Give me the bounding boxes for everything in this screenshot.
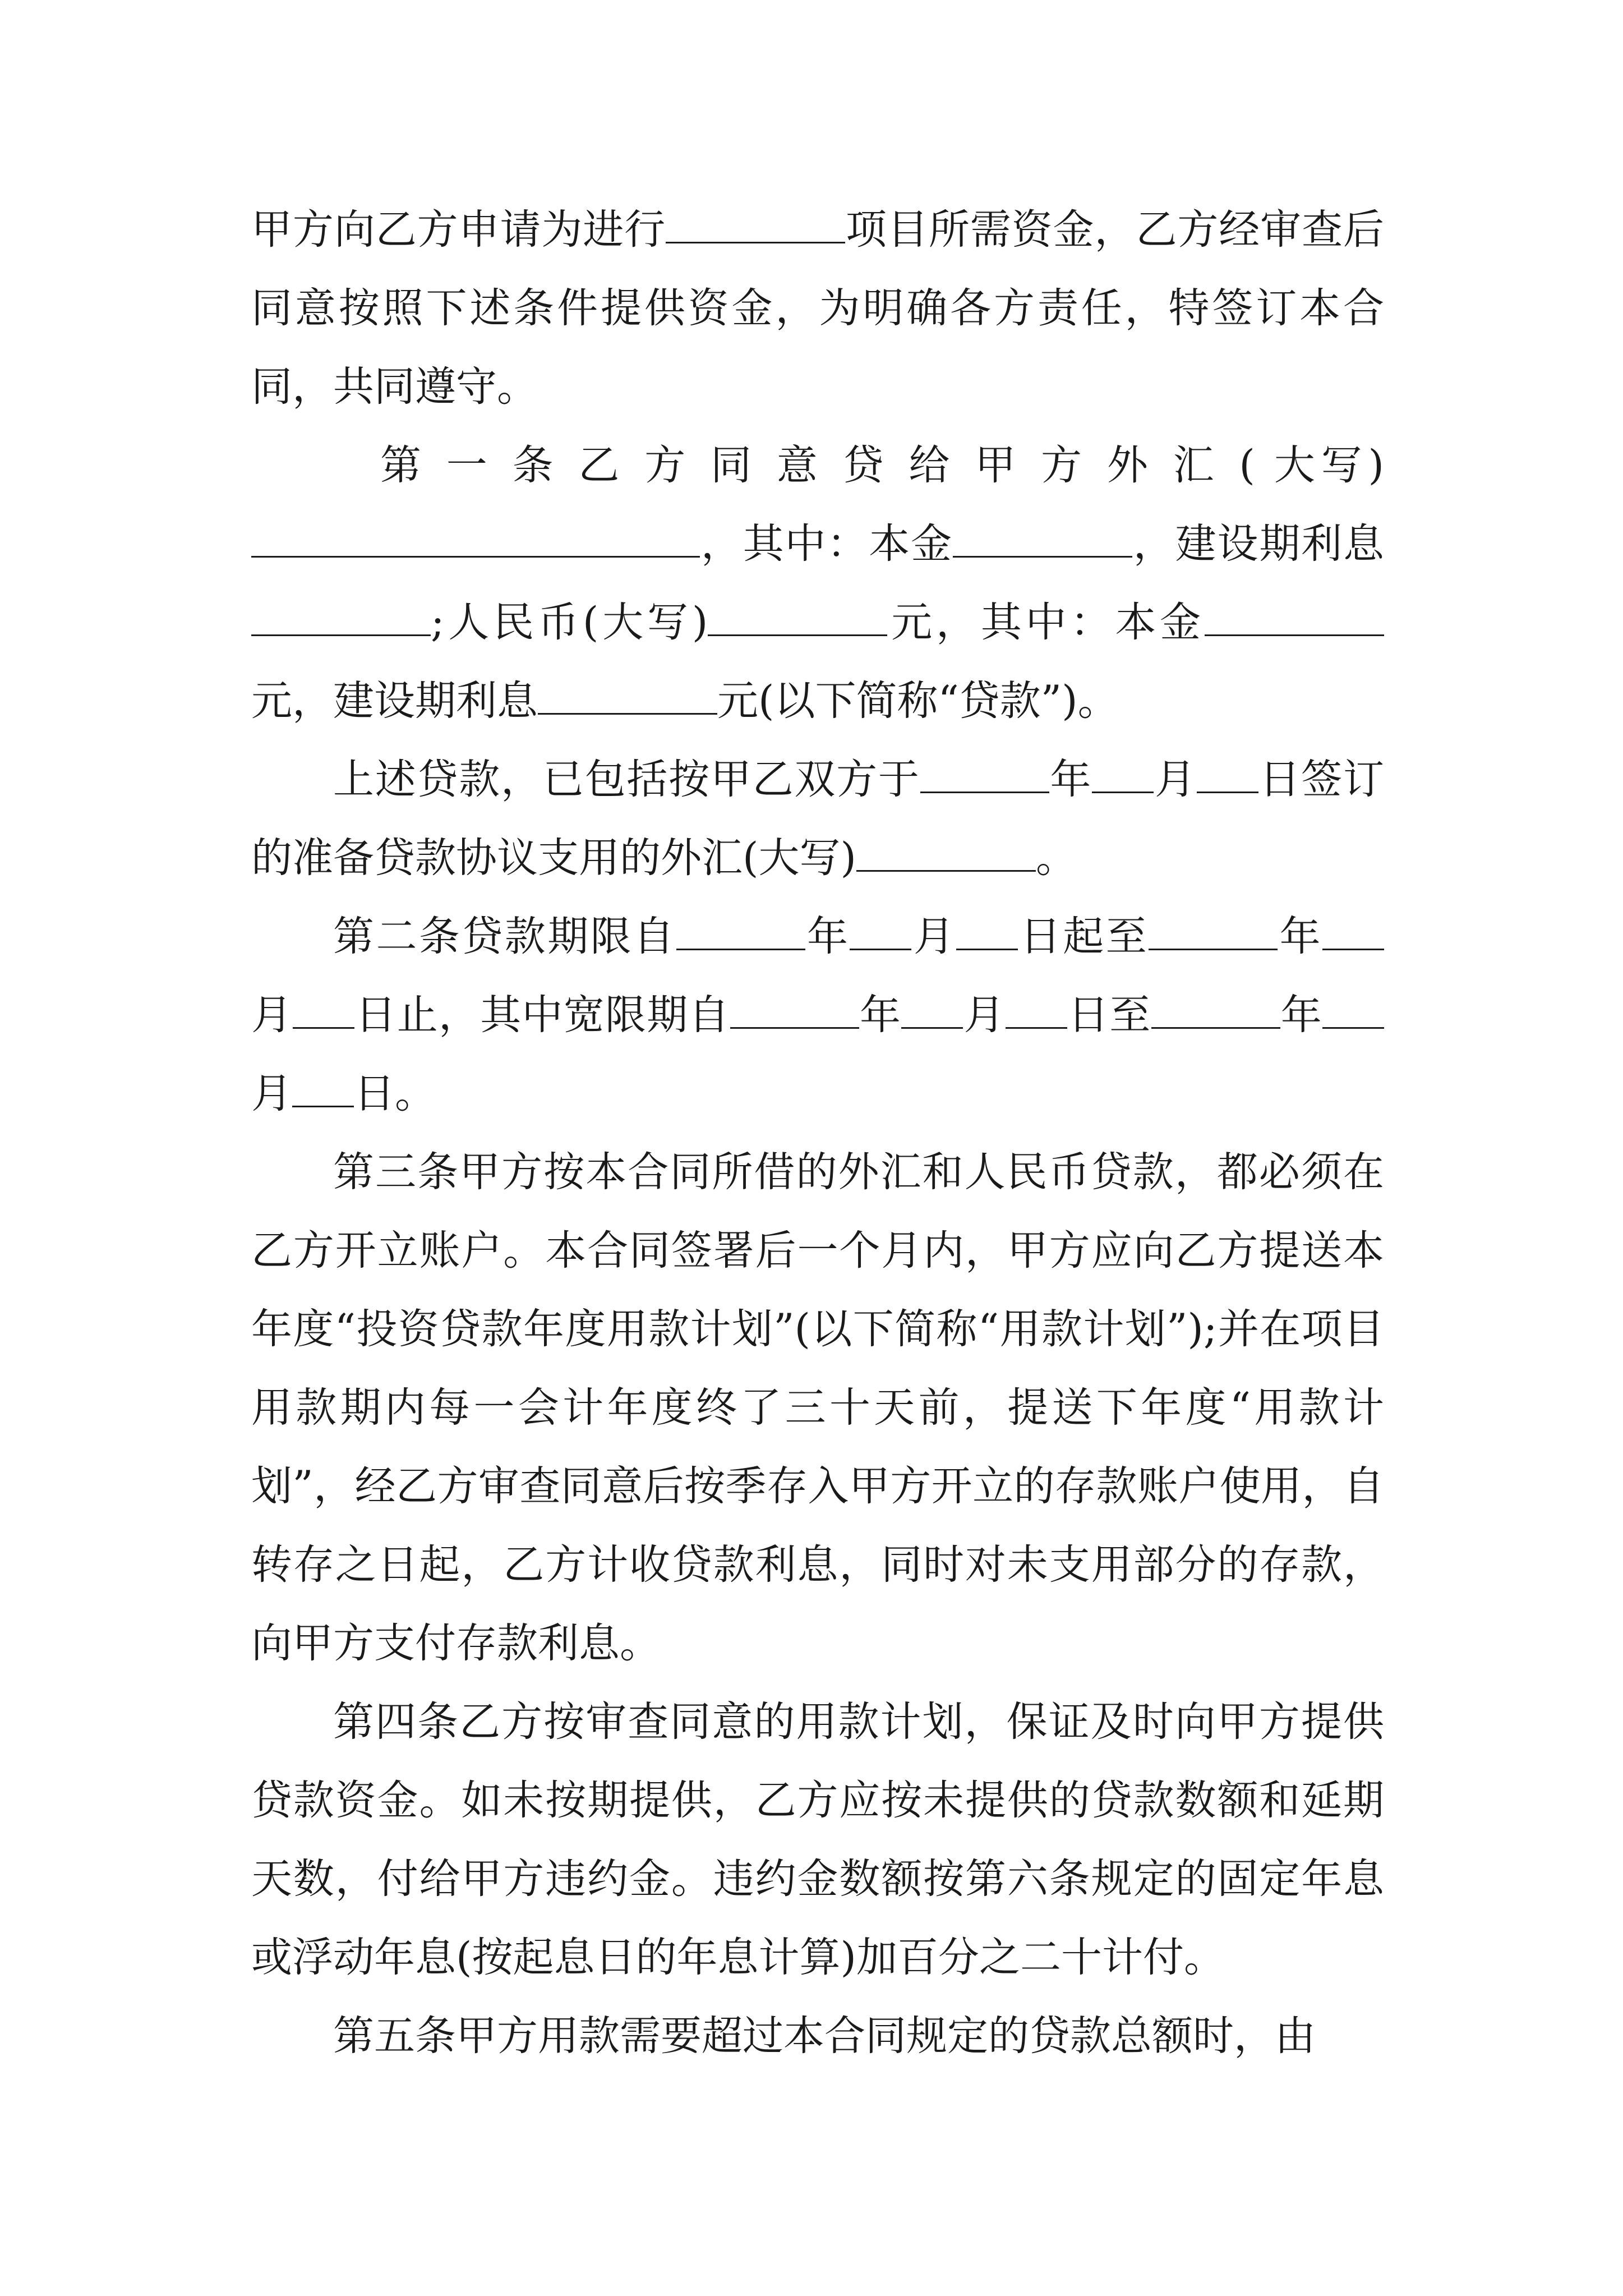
intro-paragraph — [251, 191, 1384, 426]
rmb-principal-blank — [1205, 597, 1384, 636]
grace-start-day-blank — [1006, 990, 1067, 1029]
grace-end-month-blank — [1322, 990, 1384, 1029]
term-start-year-label: 年 — [805, 913, 850, 960]
principal-blank — [953, 519, 1132, 558]
article-1-text-6: 元，建设期利息 — [251, 677, 538, 725]
article-1-text-1: 第 一 条 乙 方 同 意 贷 给 甲 方 外 汇 ( 大写) — [380, 441, 1384, 489]
term-end-month-label: 月 — [251, 991, 293, 1039]
grace-start-day-label: 日至 — [1067, 991, 1151, 1039]
term-start-month-label: 月 — [911, 913, 957, 960]
agreement-month-blank — [1092, 754, 1154, 793]
construction-interest-blank — [251, 597, 431, 636]
note-month: 月 — [1154, 756, 1197, 803]
grace-end-year-label: 年 — [1280, 991, 1322, 1039]
term-end-month-blank — [1322, 912, 1384, 950]
term-start-day-label: 日起至 — [1018, 913, 1149, 960]
document-body — [251, 191, 1384, 2076]
article-1-text-7: 元(以下简称“贷款”)。 — [717, 677, 1119, 725]
grace-end-month-label: 月 — [251, 1070, 292, 1117]
rmb-interest-blank — [538, 676, 717, 715]
grace-start-year-label: 年 — [859, 991, 902, 1039]
article-4-paragraph: 第四条乙方按审查同意的用款计划，保证及时向甲方提供贷款资金。如未按期提供，乙方应按未提供的贷款数额和延期天数，付给甲方违约金。违约金数额按第六条规定的固定年息或浮动年息(按起息日的年息计算)加百分之二十计付。 — [251, 1698, 1384, 1981]
article-2-text-1: 第二条贷款期限自 — [333, 913, 676, 960]
article-1-text-2: ，其中：本金 — [700, 520, 953, 568]
term-end-day-blank — [293, 990, 354, 1029]
article-1-text-3: ，建设期利息 — [1132, 520, 1385, 568]
article-1-text-5: 元，其中：本金 — [887, 599, 1205, 646]
note-text-1: 上述贷款，已包括按甲乙双方于 — [333, 756, 920, 803]
agreement-year-blank — [920, 754, 1049, 793]
article-1-paragraph — [251, 426, 1384, 740]
note-text-4: 日签订的准备贷款协议支用的外汇(大写) — [251, 756, 1385, 882]
article-1-text-4: ;人民币(大写) — [431, 599, 708, 646]
foreign-currency-amount-blank — [251, 519, 700, 558]
grace-end-year-blank — [1151, 990, 1280, 1029]
term-end-year-label: 年 — [1278, 913, 1323, 960]
article-5-paragraph: 第五条甲方用款需要超过本合同规定的贷款总额时，由 — [333, 2012, 1316, 2060]
article-1-note-paragraph — [251, 740, 1384, 898]
term-start-month-blank — [850, 912, 911, 950]
agreement-amount-blank — [856, 833, 1036, 872]
grace-start-month-blank — [901, 990, 963, 1029]
note-year: 年 — [1049, 756, 1092, 803]
article-3-paragraph: 第三条甲方按本合同所借的外汇和人民币贷款，都必须在乙方开立账户。本合同签署后一个月内，甲方应向乙方提送本年度“投资贷款年度用款计划”(以下简称“用款计划”);并在项目用款期内每一会计年度终了三十天前，提送下年度“用款计划”，经乙方审查同意后按季存入甲方开立的存款账户使用，自转存之日起，乙方计收贷款利息，同时对未支用部分的存款，向甲方支付存款利息。 — [251, 1148, 1384, 1667]
intro-text-1: 甲方向乙方申请为进行 — [251, 206, 666, 254]
note-text-5: 。 — [1035, 834, 1077, 882]
grace-end-day-blank — [292, 1069, 354, 1107]
agreement-day-blank — [1197, 754, 1258, 793]
article-2-paragraph — [251, 898, 1384, 1133]
term-end-year-blank — [1149, 912, 1278, 950]
grace-start-year-blank — [730, 990, 859, 1029]
project-name-blank — [666, 205, 845, 243]
term-start-year-blank — [676, 912, 805, 950]
rmb-amount-blank — [708, 597, 887, 636]
term-start-day-blank — [956, 912, 1018, 950]
grace-start-month-label: 月 — [963, 991, 1006, 1039]
term-end-day-label: 日止，其中宽限期自 — [354, 991, 730, 1039]
intro-text-2: 项目所需资金，乙方经审查后同意按照下述条件提供资金，为明确各方责任，特签订本合同，共同遵守。 — [251, 206, 1385, 411]
grace-end-day-label: 日。 — [354, 1070, 436, 1117]
